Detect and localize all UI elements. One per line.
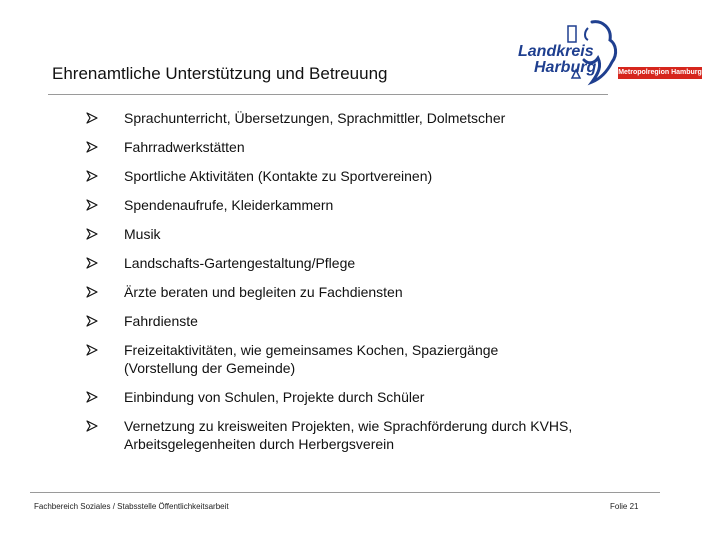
list-item-text: Fahrdienste	[124, 313, 198, 329]
page-title: Ehrenamtliche Unterstützung und Betreuung	[52, 64, 388, 83]
list-item	[86, 254, 686, 272]
metropolregion-badge: Metropolregion Hamburg	[618, 67, 702, 79]
bullet-list	[86, 109, 686, 464]
arrow-bullet-icon	[86, 109, 100, 127]
list-item-text: Fahrradwerkstätten	[124, 139, 245, 155]
arrow-bullet-icon	[86, 225, 100, 243]
list-item-text: Ärzte beraten und begleiten zu Fachdiensten	[124, 284, 403, 300]
logo-text-line1: Landkreis	[518, 43, 594, 60]
arrow-bullet-icon	[86, 254, 100, 272]
arrow-bullet-icon	[86, 138, 100, 156]
list-item-text: Vernetzung zu kreisweiten Projekten, wie Sprachförderung durch KVHS,	[124, 418, 573, 434]
arrow-bullet-icon	[86, 417, 100, 435]
list-item-text-continued: Arbeitsgelegenheiten durch Herbergsverein	[124, 436, 395, 452]
list-item	[86, 138, 686, 156]
list-item-text: Musik	[124, 226, 161, 242]
footer-divider	[30, 492, 660, 493]
arrow-bullet-icon	[86, 388, 100, 406]
arrow-bullet-icon	[86, 283, 100, 301]
list-item	[86, 109, 686, 127]
list-item	[86, 225, 686, 243]
list-item-text: Sportliche Aktivitäten (Kontakte zu Sportvereinen)	[124, 168, 433, 184]
list-item	[86, 283, 686, 301]
list-item-text-continued: (Vorstellung der Gemeinde)	[124, 360, 296, 376]
footer-department: Fachbereich Soziales / Stabsstelle Öffentlichkeitsarbeit	[34, 502, 229, 511]
arrow-bullet-icon	[86, 341, 100, 359]
list-item-text: Einbindung von Schulen, Projekte durch Schüler	[124, 389, 425, 405]
list-item-text: Sprachunterricht, Übersetzungen, Sprachmittler, Dolmetscher	[124, 110, 506, 126]
list-item-text: Spendenaufrufe, Kleiderkammern	[124, 197, 334, 213]
arrow-bullet-icon	[86, 196, 100, 214]
list-item	[86, 341, 686, 377]
list-item	[86, 417, 686, 453]
list-item	[86, 167, 686, 185]
list-item-text: Freizeitaktivitäten, wie gemeinsames Kochen, Spaziergänge	[124, 342, 499, 358]
list-item	[86, 312, 686, 330]
logo-text-line2: Harburg	[534, 59, 597, 76]
list-item	[86, 196, 686, 214]
landkreis-harburg-logo	[510, 18, 710, 98]
arrow-bullet-icon	[86, 312, 100, 330]
slide-number: Folie 21	[610, 502, 639, 511]
list-item	[86, 388, 686, 406]
arrow-bullet-icon	[86, 167, 100, 185]
list-item-text: Landschafts-Gartengestaltung/Pflege	[124, 255, 356, 271]
